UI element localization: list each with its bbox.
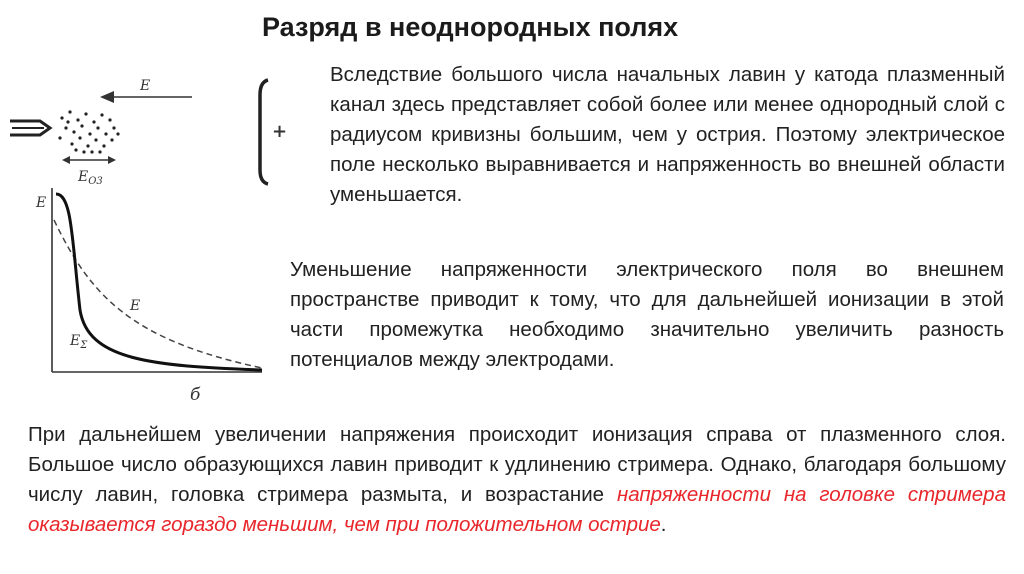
y-axis-label: E [36,195,47,211]
field-label: E [140,78,151,94]
paragraph-streamer-growth [28,420,1006,540]
paragraph-normal-text: При дальнейшем увеличении напряжения происходит ионизация справа от плазменного слоя. Большое число образующихся лавин приводит к удлинению стримера. Однако, благодаря большому числу лавин, головка стримера размыта, и возрастание [28,423,1006,506]
field-arrow-head [100,91,114,103]
paragraph-end: . [660,513,667,536]
slide-title: Разряд в неоднородных полях [262,12,679,42]
curve-label-solid-subscript: Σ [80,340,88,351]
panel-label: б [190,385,201,405]
curve-label-solid: E [70,333,81,349]
paragraph-cathode-channel: Вследствие большого числа начальных лавин у катода плазменный канал здесь представляет собой более или менее однородный слой с радиусом кривизны большим, чем у острия. Поэтому электрическое поле несколько выравнивается и напряженность во внешней области уменьшается. [330,63,1005,206]
field-graph [35,188,262,405]
curve-label-dashed: E [130,298,141,314]
zone-label: E [78,169,89,185]
zone-label-subscript: O3 [88,176,103,187]
discharge-figure [0,60,300,420]
plane-electrode [260,80,268,184]
plus-sign: + [272,121,288,142]
svg-text:EO3 [77,169,103,187]
highlighted-text: напряженности на головке стримера оказывается гораздо меньшим, чем при положительном острие [28,483,1006,536]
svg-text:EΣ [69,333,88,351]
plasma-zone [58,110,119,153]
electrode-schematic [10,78,287,187]
paragraph-field-reduction: Уменьшение напряженности электрического поля во внешнем пространстве приводит к тому, что для дальнейшей ионизации в этой части промежутка необходимо значительно увеличить разность потенциалов между электродами. [290,258,1004,371]
